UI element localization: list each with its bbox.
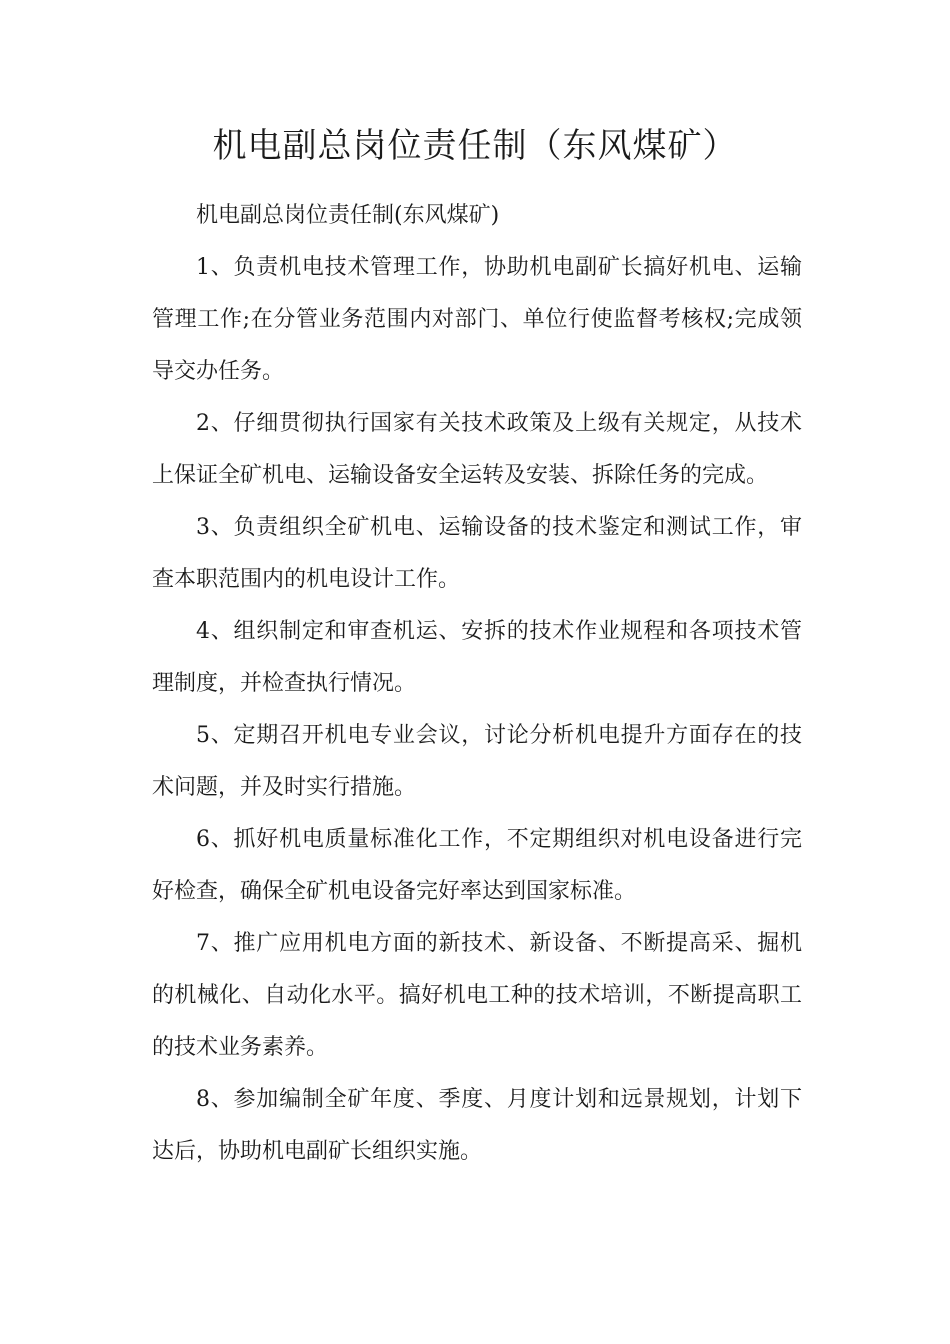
paragraph-item-2: 2、仔细贯彻执行国家有关技术政策及上级有关规定，从技术上保证全矿机电、运输设备安全运转及安装、拆除任务的完成。 xyxy=(152,411,802,488)
paragraph-item-7: 7、推广应用机电方面的新技术、新设备、不断提高采、掘机的机械化、自动化水平。搞好机电工种的技术培训，不断提高职工的技术业务素养。 xyxy=(152,931,802,1060)
paragraph-item-5: 5、定期召开机电专业会议，讨论分析机电提升方面存在的技术问题，并及时实行措施。 xyxy=(152,723,802,800)
paragraph-subtitle: 机电副总岗位责任制(东风煤矿) xyxy=(196,203,500,228)
document-body xyxy=(152,190,802,1178)
paragraph-item-4: 4、组织制定和审查机运、安拆的技术作业规程和各项技术管理制度，并检查执行情况。 xyxy=(152,619,802,696)
paragraph-item-6: 6、抓好机电质量标准化工作，不定期组织对机电设备进行完好检查，确保全矿机电设备完好率达到国家标准。 xyxy=(152,827,802,904)
document-title: 机电副总岗位责任制（东风煤矿） xyxy=(212,126,738,166)
paragraph-item-8: 8、参加编制全矿年度、季度、月度计划和远景规划，计划下达后，协助机电副矿长组织实施。 xyxy=(152,1087,802,1164)
paragraph-item-3: 3、负责组织全矿机电、运输设备的技术鉴定和测试工作，审查本职范围内的机电设计工作。 xyxy=(152,515,802,592)
paragraph-item-1: 1、负责机电技术管理工作，协助机电副矿长搞好机电、运输管理工作;在分管业务范围内对部门、单位行使监督考核权;完成领导交办任务。 xyxy=(152,255,802,384)
